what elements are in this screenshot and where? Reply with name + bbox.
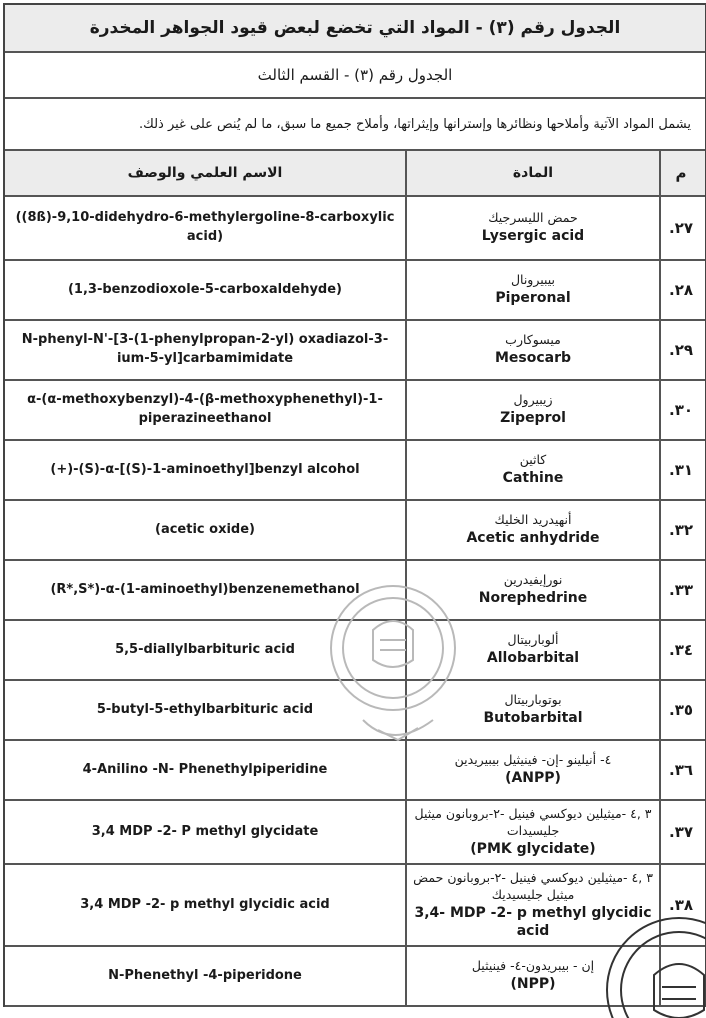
substance-english: Mesocarb — [494, 350, 572, 367]
row-number: .٣٨ — [668, 896, 693, 914]
substance-arabic: ٣ ,٤ -ميثيلين ديوكسي فينيل -٢-بروبانون حمض ميثيل جليسيديك — [413, 869, 653, 902]
substance-english: Butobarbital — [483, 710, 583, 727]
row-number: .٣٠ — [668, 401, 693, 419]
scientific-name: N-phenyl-N'-[3-(1-phenylpropan-2-yl) oxadiazol-3-ium-5-yl]carbamimidate — [5, 321, 407, 379]
substance-arabic: كاثين — [519, 452, 547, 468]
substance-cell — [407, 441, 661, 499]
scientific-name: (R*,S*)-α-(1-aminoethyl)benzenemethanol — [5, 561, 407, 619]
scientific-name: 5,5-diallylbarbituric acid — [5, 621, 407, 679]
table-row — [5, 441, 705, 501]
intro-paragraph — [5, 99, 705, 151]
row-number — [661, 947, 701, 1005]
table-row — [5, 947, 705, 1007]
row-number: .٢٨ — [668, 281, 693, 299]
table-title — [5, 3, 705, 53]
table-row — [5, 197, 705, 261]
row-number: .٢٩ — [668, 341, 693, 359]
section-subtitle — [5, 53, 705, 99]
scientific-name: (1,3-benzodioxole-5-carboxaldehyde) — [5, 261, 407, 319]
substance-english: (ANPP) — [505, 770, 561, 787]
substance-cell — [407, 261, 661, 319]
header-number: م — [675, 164, 687, 182]
table-row — [5, 801, 705, 865]
title-text: الجدول رقم (٣) - المواد التي تخضع لبعض قيود الجواهر المخدرة — [89, 18, 621, 38]
column-header-row — [5, 151, 705, 197]
substance-arabic: إن - بيبريدون-٤- فينيثيل — [471, 958, 595, 974]
row-number: .٣٤ — [668, 641, 693, 659]
row-number: .٣٢ — [668, 521, 693, 539]
substance-english: (NPP) — [510, 976, 556, 993]
substance-arabic: ألوباربيتال — [507, 632, 559, 648]
header-substance: المادة — [407, 151, 661, 195]
substance-english: Zipeprol — [500, 410, 566, 427]
substance-arabic: بوتوباربيتال — [504, 692, 562, 708]
substance-english: Cathine — [502, 470, 564, 487]
substance-english: Piperonal — [495, 290, 571, 307]
substance-arabic: ميسوكارب — [505, 332, 561, 348]
substance-english: Acetic anhydride — [466, 530, 600, 547]
scientific-name: 5-butyl-5-ethylbarbituric acid — [5, 681, 407, 739]
table-row — [5, 261, 705, 321]
substance-cell — [407, 947, 661, 1005]
row-number: .٣٥ — [668, 701, 693, 719]
substance-cell — [407, 865, 661, 945]
substance-cell — [407, 801, 661, 863]
scientific-name: N-Phenethyl -4-piperidone — [5, 947, 407, 1005]
substance-arabic: ٤- أنيلينو -إن- فينيثيل بيبيريدين — [454, 752, 612, 768]
substance-cell — [407, 321, 661, 379]
document-table — [3, 3, 706, 1007]
scientific-name: 3,4 MDP -2- P methyl glycidate — [5, 801, 407, 863]
substance-english: Lysergic acid — [481, 228, 585, 245]
substance-cell — [407, 197, 661, 259]
row-number: .٣١ — [668, 461, 693, 479]
substance-cell — [407, 561, 661, 619]
substance-arabic: بيبيرونال — [510, 272, 556, 288]
substance-arabic: نورإيفيدرين — [503, 572, 563, 588]
table-row — [5, 381, 705, 441]
substance-english: (PMK glycidate) — [470, 840, 596, 857]
substance-english: 3,4- MDP -2- p methyl glycidic acid — [414, 904, 652, 939]
table-row — [5, 621, 705, 681]
substance-english: Norephedrine — [478, 590, 588, 607]
substance-arabic: أنهيدريد الخليك — [494, 512, 572, 528]
substance-cell — [407, 741, 661, 799]
substance-cell — [407, 681, 661, 739]
table-row — [5, 501, 705, 561]
header-scientific-name: الاسم العلمي والوصف — [5, 151, 407, 195]
scientific-name: ((8ß)-9,10-didehydro-6-methylergoline-8-carboxylic acid) — [5, 197, 407, 259]
substance-arabic: زيبيرول — [513, 392, 553, 408]
table-row — [5, 561, 705, 621]
scientific-name: (acetic oxide) — [5, 501, 407, 559]
scientific-name: α-(α-methoxybenzyl)-4-(β-methoxyphenethyl)-1-piperazineethanol — [5, 381, 407, 439]
subtitle-text: الجدول رقم (٣) - القسم الثالث — [257, 66, 453, 84]
row-number: .٢٧ — [668, 219, 693, 237]
substance-cell — [407, 381, 661, 439]
substance-cell — [407, 501, 661, 559]
substance-cell — [407, 621, 661, 679]
table-row — [5, 741, 705, 801]
scientific-name: 4-Anilino -N- Phenethylpiperidine — [5, 741, 407, 799]
scientific-name: (+)-(S)-α-[(S)-1-aminoethyl]benzyl alcohol — [5, 441, 407, 499]
table-row — [5, 865, 705, 947]
row-number: .٣٣ — [668, 581, 693, 599]
row-number: .٣٦ — [668, 761, 693, 779]
scientific-name: 3,4 MDP -2- p methyl glycidic acid — [5, 865, 407, 945]
substance-arabic: ٣ ,٤ -ميثيلين ديوكسي فينيل -٢-بروبانون ميثيل جليسيدات — [414, 806, 652, 838]
table-row — [5, 681, 705, 741]
substance-arabic: حمض الليسرجيك — [488, 210, 578, 226]
table-row — [5, 321, 705, 381]
row-number: .٣٧ — [668, 823, 693, 841]
intro-text: يشمل المواد الآتية وأملاحها ونظائرها وإسترانها وإيثراتها، وأملاح جميع ما سبق، ما لم يُنص على غير ذلك. — [138, 116, 691, 132]
substance-english: Allobarbital — [486, 650, 580, 667]
